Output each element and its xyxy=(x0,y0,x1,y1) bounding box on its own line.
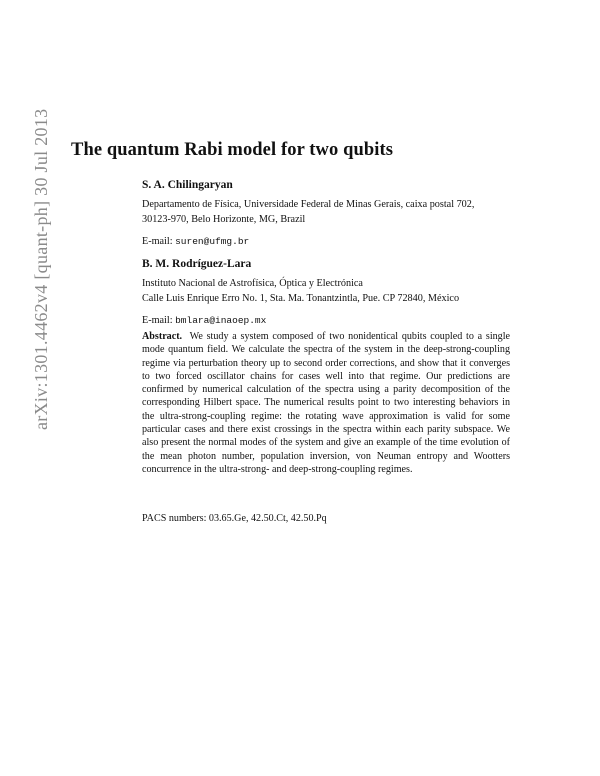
author-name: S. A. Chilingaryan xyxy=(142,179,233,191)
author-name: B. M. Rodríguez-Lara xyxy=(142,258,252,270)
abstract-text: We study a system composed of two nonidentical qubits coupled to a single mode quantum field. We calculate the spectra of the system in the deep-strong-coupling regime via perturbation theory up to second order corrections, and show that it converges to two forced oscillator chains for cases well into that regime. Our predictions are confirmed by numerical calculation of the spectra using a parity decomposition of the corresponding Hilbert space. The numerical results point to two interesting behaviors in the ultra-strong-coupling regime: the rotating wave approximation is valid for some particular cases and there exist crossings in the spectra within each parity subspace. We also present the normal modes of the system and give an example of the time evolution of the mean photon number, population inversion, von Neuman entropy and Wootters concurrence in the ultra-strong- and deep-strong-coupling regimes. xyxy=(142,331,511,475)
email-address[interactable]: bmlara@inaoep.mx xyxy=(175,315,267,326)
pacs-numbers: PACS numbers: 03.65.Ge, 42.50.Ct, 42.50.Pq xyxy=(142,513,327,524)
affiliation-line: Calle Luis Enrique Erro No. 1, Sta. Ma. Tonantzintla, Pue. CP 72840, México xyxy=(142,293,460,304)
author-block-1 xyxy=(142,177,522,249)
email-label: E-mail: xyxy=(142,236,173,247)
abstract xyxy=(142,330,510,476)
email-line xyxy=(142,313,522,328)
email-label: E-mail: xyxy=(142,315,173,326)
affiliation-line: 30123-970, Belo Horizonte, MG, Brazil xyxy=(142,214,306,225)
email-line xyxy=(142,234,522,249)
author-block-2 xyxy=(142,256,522,328)
affiliation-line: Instituto Nacional de Astrofísica, Óptica y Electrónica xyxy=(142,278,363,289)
arxiv-stamp: arXiv:1301.4462v4 [quant-ph] 30 Jul 2013 xyxy=(31,108,51,430)
abstract-label: Abstract. xyxy=(142,331,183,342)
paper-title: The quantum Rabi model for two qubits xyxy=(71,140,394,160)
email-address[interactable]: suren@ufmg.br xyxy=(175,236,250,247)
affiliation-line: Departamento de Física, Universidade Federal de Minas Gerais, caixa postal 702, xyxy=(142,199,475,210)
